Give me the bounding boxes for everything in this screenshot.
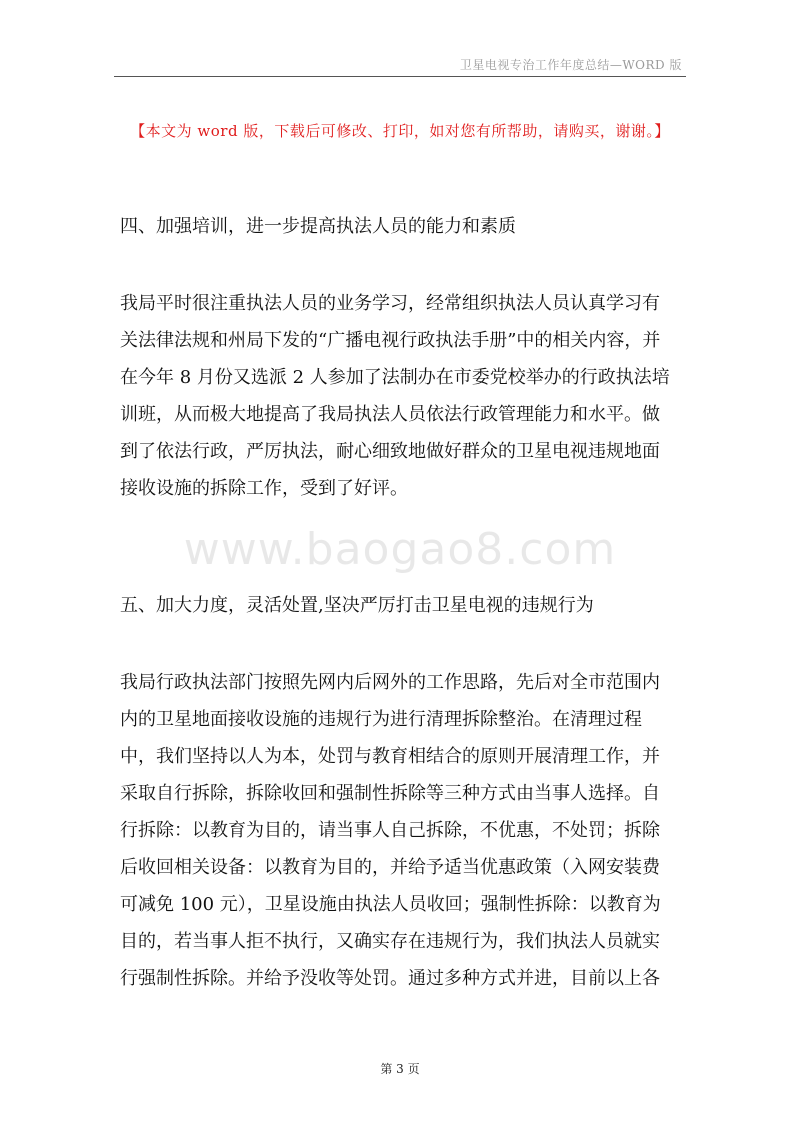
paragraph-line: 中，我们坚持以人为本，处罚与教育相结合的原则开展清理工作，并 — [120, 746, 660, 767]
paragraph-line: 目的，若当事人拒不执行，又确实存在违规行为，我们执法人员就实 — [120, 931, 660, 952]
document-header: 卫星电视专治工作年度总结—WORD 版 — [459, 58, 682, 72]
paragraph-line: 行拆除：以教育为目的，请当事人自己拆除，不优惠，不处罚；拆除 — [120, 820, 660, 841]
paragraph-line: 到了依法行政，严厉执法，耐心细致地做好群众的卫星电视违规地面 — [120, 441, 660, 462]
paragraph-line: 行强制性拆除。并给予没收等处罚。通过多种方式并进，目前以上各 — [120, 968, 660, 989]
paragraph-line: 我局平时很注重执法人员的业务学习，经常组织执法人员认真学习有 — [120, 293, 660, 314]
paragraph-line: 内的卫星地面接收设施的违规行为进行清理拆除整治。在清理过程 — [120, 709, 642, 730]
section-heading-5: 五、加大力度，灵活处置,坚决严厉打击卫星电视的违规行为 — [120, 595, 594, 616]
section-paragraph-5 — [120, 664, 690, 997]
paragraph-line: 可减免 100 元），卫星设施由执法人员收回；强制性拆除：以教育为 — [120, 894, 661, 915]
section-paragraph-4 — [120, 285, 690, 507]
paragraph-line: 采取自行拆除，拆除收回和强制性拆除等三种方式由当事人选择。自 — [120, 783, 660, 804]
watermark: www.baogao8.com — [183, 524, 617, 575]
paragraph-line: 训班，从而极大地提高了我局执法人员依法行政管理能力和水平。做 — [120, 404, 660, 425]
header-divider — [114, 76, 686, 77]
section-heading-4: 四、加强培训，进一步提高执法人员的能力和素质 — [120, 216, 516, 237]
paragraph-line: 在今年 8 月份又选派 2 人参加了法制办在市委党校举办的行政执法培 — [120, 367, 670, 388]
paragraph-line: 我局行政执法部门按照先网内后网外的工作思路，先后对全市范围内 — [120, 672, 660, 693]
page-number: 第 3 页 — [380, 1062, 420, 1076]
paragraph-line: 后收回相关设备：以教育为目的，并给予适当优惠政策（入网安装费 — [120, 857, 660, 878]
paragraph-line: 接收设施的拆除工作，受到了好评。 — [120, 478, 408, 499]
purchase-notice: 【本文为 word 版，下载后可修改、打印，如对您有所帮助，请购买，谢谢。】 — [130, 122, 670, 140]
paragraph-line: 关法律法规和州局下发的“广播电视行政执法手册”中的相关内容，并 — [120, 330, 661, 351]
